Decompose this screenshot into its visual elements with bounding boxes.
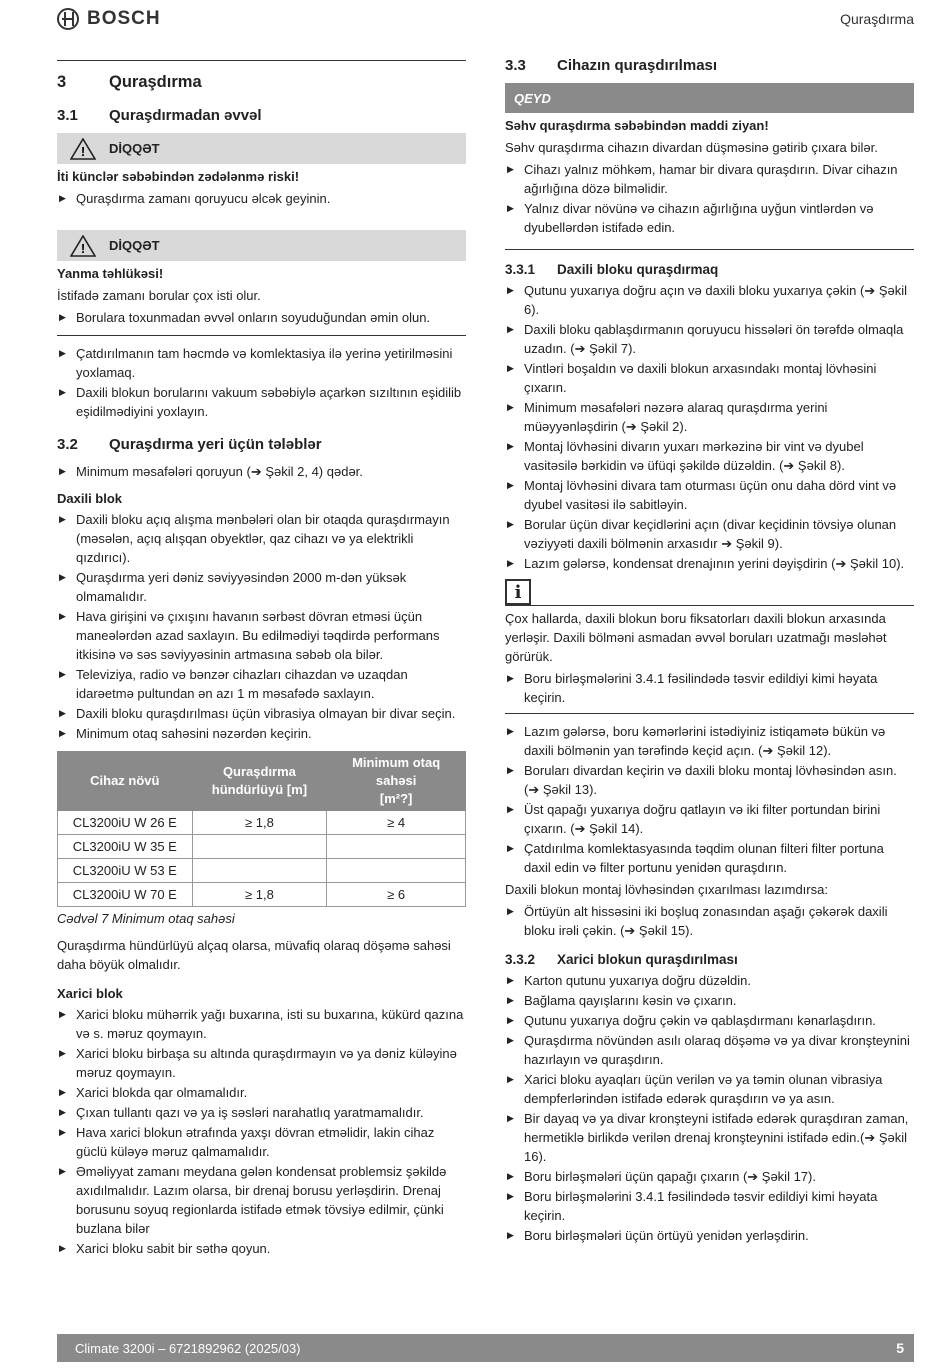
notice-list [505,160,914,237]
list-item: ▶ Minimum məsafələri nəzərə alaraq quraşdırma yerini müəyyənləşdirin (➔ Şəkil 2). [505,398,914,436]
list-item: ▶ Minimum məsafələri qoruyun (➔ Şəkil 2, 4) qədər. [57,462,466,481]
notice-title: Səhv quraşdırma səbəbindən maddi ziyan! [505,118,769,133]
divider [57,335,466,336]
table-cell [192,859,327,883]
list-item: ▶ Örtüyün alt hissəsini iki boşluq zonasından aşağı çəkərək daxili bloku irəli çəkin. (➔ Şəkil 15). [505,902,914,940]
outdoor-subheading: Xarici blok [57,986,123,1001]
paragraph: Daxili blokun montaj lövhəsindən çıxarılması lazımdırsa: [505,882,828,897]
warning-steps [57,189,466,208]
list-item: ▶ Karton qutunu yuxarıya doğru düzəldin. [505,971,914,990]
paragraph: Quraşdırma hündürlüyü alçaq olarsa, müvafiq olaraq döşəmə sahəsi daha böyük olmalıdır. [57,938,451,972]
table-cell: CL3200iU W 70 E [58,883,193,907]
info-text: Çox hallarda, daxili blokun boru fiksatorları daxili blokun arxasında yerləşir. Daxili bölməni asmadan əvvəl boruları uzatmağı məsləhət görürük. [505,611,887,664]
warning-title: Yanma təhlükəsi! [57,266,164,281]
section-heading-3-3-2: 3.3.2 Xarici blokun quraşdırılması [505,952,738,967]
warning-text: İstifadə zamanı borular çox isti olur. [57,288,261,303]
list-item: ▶ Hava xarici blokun ətrafında yaxşı dövran etməlidir, lakin cihaz güclü küləyə məruz qalmamalıdır. [57,1123,466,1161]
list-item: ▶ Montaj lövhəsini divara tam oturması üçün onu daha dörd vint və dyubel vasitəsi ilə sabitləyin. [505,476,914,514]
list-item: ▶ Cihazı yalnız möhkəm, hamar bir divara quraşdırın. Divar cihazın ağırlığına dözə bilməlidir. [505,160,914,198]
document-id: Climate 3200i – 6721892962 (2025/03) [75,1340,301,1356]
list-item: ▶ Borular üçün divar keçidlərini açın (divar keçidinin tövsiyə olunan vəziyyəti daxili bölmənin arxasıdır ➔ Şəkil 9). [505,515,914,553]
table-cell: CL3200iU W 26 E [58,811,193,835]
list-item: ▶ Çatdırılma komlektasyasında təqdim olunan filteri filter portuna daxil edin və filter portunu yenidən quraşdırın. [505,839,914,877]
list-item: ▶ Xarici bloku ayaqları üçün verilən və ya təmin olunan vibrasiya dempferlərindən istifadə edərək quraşdırın və ya asın. [505,1070,914,1108]
list-item: ▶ Çıxan tullantı qazı və ya iş səsləri narahatlıq yaratmamalıdır. [57,1103,466,1122]
list-item: ▶ Daxili bloku quraşdırılması üçün vibrasiya olmayan bir divar seçin. [57,704,466,723]
list-item: ▶ Lazım gələrsə, boru kəmərlərini istədiyiniz istiqamətə bükün və daxili bölmənin yan tərəfində keçid açın. (➔ Şəkil 12). [505,722,914,760]
list-item: ▶ Daxili blokun borularını vakuum səbəbiylə açarkən sızıltının eşidilib eşidilmədiyini yoxlayın. [57,383,466,421]
outdoor-list [57,1005,466,1258]
chapter-heading: 3 Quraşdırma [57,73,202,91]
table-cell: ≥ 4 [327,811,466,835]
list-item: ▶ Boru birləşmələri üçün qapağı çıxarın (➔ Şəkil 17). [505,1167,914,1186]
list-item: ▶ Çatdırılmanın tam həcmdə və komlektasiya ilə yerinə yetirilməsini yoxlamaq. [57,344,466,382]
section-heading-3-3-1: 3.3.1 Daxili bloku quraşdırmaq [505,262,719,277]
table-header: Quraşdırma hündürlüyü [m] [192,752,327,811]
list-item: ▶ Xarici bloku birbaşa su altında quraşdırmayın və ya dəniz küləyinə məruz qoymayın. [57,1044,466,1082]
list-item: ▶ Quraşdırma növündən asılı olaraq döşəmə və ya divar kronşteynini hazırlayın və quraşdırın. [505,1031,914,1069]
list-item: ▶ Boruları divardan keçirin və daxili bloku montaj lövhəsindən asın. (➔ Şəkil 13). [505,761,914,799]
outdoor-install-steps [505,971,914,1245]
warning-triangle-icon [57,138,109,160]
divider [505,713,914,714]
brand-logo [57,8,161,30]
table-cell: ≥ 6 [327,883,466,907]
info-list [505,669,914,707]
table-cell: CL3200iU W 35 E [58,835,193,859]
page-footer [57,1334,914,1362]
list-item: ▶ Borulara toxunmadan əvvəl onların soyuduğundan əmin olun. [57,308,466,327]
list-item: ▶ Qutunu yuxarıya doğru çəkin və qablaşdırmanı kənarlaşdırın. [505,1011,914,1030]
svg-text:!: ! [80,143,86,159]
requirements-list [57,462,466,481]
check-list [57,344,466,421]
min-room-area-table [57,751,466,907]
list-item: ▶ Daxili bloku qablaşdırmanın qoruyucu hissələri ön tərəfdə olmaqla uzadın. (➔ Şəkil 7). [505,320,914,358]
list-item: ▶ Boru birləşmələri üçün örtüyü yenidən yerləşdirin. [505,1226,914,1245]
section-heading-3-1: 3.1 Quraşdırmadan əvvəl [57,107,262,124]
table-cell: ≥ 1,8 [192,811,327,835]
indoor-install-steps [505,281,914,573]
table-cell [327,859,466,883]
table-header: Cihaz növü [58,752,193,811]
list-item: ▶ Xarici bloku mühərrik yağı buxarına, isti su buxarına, kükürd qazına və s. məruz qoymayın. [57,1005,466,1043]
list-item: ▶ Yalnız divar növünə və cihazın ağırlığına uyğun vintlərdən və dyubellərdən istifadə edin. [505,199,914,237]
indoor-install-steps-continued [505,722,914,877]
brand-name: BOSCH [87,8,161,29]
list-item: ▶ Quraşdırma yeri dəniz səviyyəsindən 2000 m-dən yüksək olmamalıdır. [57,568,466,606]
warning-banner [57,230,466,261]
table-caption: Cədvəl 7 Minimum otaq sahəsi [57,911,235,926]
warning-label: DİQQƏT [109,141,160,156]
list-item: ▶ Hava girişini və çıxışını havanın sərbəst dövran etməsi üçün maneələrdən azad saxlayın. Bu edilmədiyi təqdirdə performans itkisinə və səs səviyyəsinin artmasına səbəb ola bilər. [57,607,466,664]
list-item: ▶ Vintləri boşaldın və daxili blokun arxasındakı montaj lövhəsini çıxarın. [505,359,914,397]
divider [505,249,914,250]
warning-triangle-icon [57,235,109,257]
bosch-armature-icon [57,8,79,30]
svg-text:!: ! [80,240,86,256]
list-item: ▶ Quraşdırma zamanı qoruyucu əlcək geyinin. [57,189,466,208]
page-number: 5 [896,1340,904,1356]
notice-banner: QEYD [505,83,914,113]
table-cell: CL3200iU W 53 E [58,859,193,883]
list-item: ▶ Minimum otaq sahəsini nəzərdən keçirin. [57,724,466,743]
warning-title: İti künclər səbəbindən zədələnmə riski! [57,169,300,184]
list-item: ▶ Xarici blokda qar olmamalıdır. [57,1083,466,1102]
right-column [505,56,914,1247]
list-item: ▶ Boru birləşmələrini 3.4.1 fəsilindədə təsvir edildiyi kimi həyata keçirin. [505,1187,914,1225]
table-header: Minimum otaq sahəsi [m²?] [327,752,466,811]
list-item: ▶ Bir dayaq və ya divar kronşteyni istifadə edərək quraşdıran zaman, hermetiklə birlikdə verilən drenaj kronşteynini istifadə edin.(➔ Şəkil 16). [505,1109,914,1166]
list-item: ▶ Qutunu yuxarıya doğru açın və daxili bloku yuxarıya çəkin (➔ Şəkil 6). [505,281,914,319]
table-cell [327,835,466,859]
list-item: ▶ Xarici bloku sabit bir səthə qoyun. [57,1239,466,1258]
info-icon: i [505,579,531,605]
list-item: ▶ Daxili bloku açıq alışma mənbələri olan bir otaqda quraşdırmayın (məsələn, açıq alışqan obyektlər, qaz cihazı və ya elektrikli qızdırıcı). [57,510,466,567]
table-cell: ≥ 1,8 [192,883,327,907]
list-item: ▶ Boru birləşmələrini 3.4.1 fəsilindədə təsvir edildiyi kimi həyata keçirin. [505,669,914,707]
list-item: ▶ Televiziya, radio və bənzər cihazları cihazdan və uzaqdan idarəetmə pultundan ən azı 1 m məsafədə saxlayın. [57,665,466,703]
section-heading-3-3: 3.3 Cihazın quraşdırılması [505,57,718,74]
notice-text: Səhv quraşdırma cihazın divardan düşməsinə gətirib çıxara bilər. [505,140,878,155]
warning-label: DİQQƏT [109,238,160,253]
indoor-subheading: Daxili blok [57,491,123,506]
indoor-list [57,510,466,743]
list-item: ▶ Əməliyyat zamanı meydana gələn kondensat problemsiz şəkildə axıdılmalıdır. Lazım olarsa, bir drenaj borusu yerləşdirin. Drenaj borusunu soyuq regionlarda istifadə etmək tövsiyə edilmir, çünki buzlana bilər [57,1162,466,1238]
warning-banner [57,133,466,164]
running-header: Quraşdırma [840,11,914,27]
list-item: ▶ Lazım gələrsə, kondensat drenajının yerini dəyişdirin (➔ Şəkil 10). [505,554,914,573]
section-heading-3-2: 3.2 Quraşdırma yeri üçün tələblər [57,436,322,453]
removal-list [505,902,914,940]
list-item: ▶ Montaj lövhəsini divarın yuxarı mərkəzinə bir vint və dyubel vasitəsilə bərkidin və üfüqi şəkildə düzəldin. (➔ Şəkil 8). [505,437,914,475]
list-item: ▶ Üst qapağı yuxarıya doğru qatlayın və iki filter portundan birini çıxarın. (➔ Şəkil 14). [505,800,914,838]
info-box [505,579,914,606]
left-column [57,60,466,1260]
list-item: ▶ Bağlama qayışlarını kəsin və çıxarın. [505,991,914,1010]
warning-steps [57,308,466,327]
table-cell [192,835,327,859]
